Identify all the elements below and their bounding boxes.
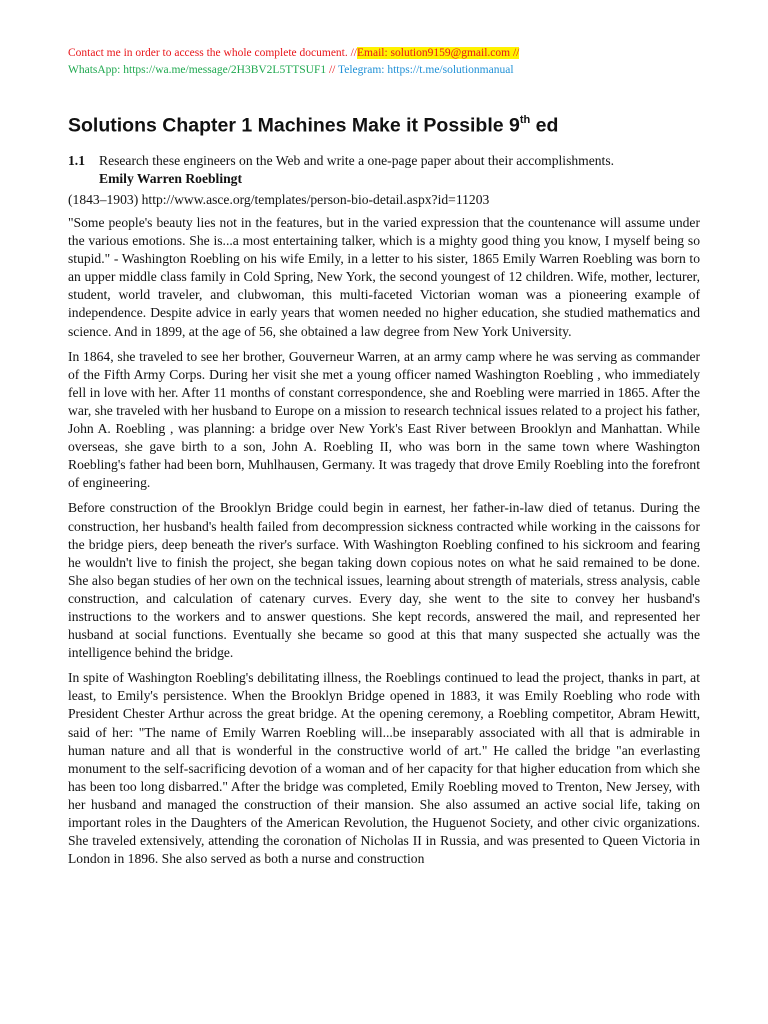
page-title [68, 108, 708, 139]
paragraph: In 1864, she traveled to see her brother, Gouverneur Warren, at an army camp where he was serving as commander of the Fifth Army Corps. During her visit she met a young officer named Washington Roebling , who immediately fell in love with her. After 11 months of constant correspondence, she and Roebling were married in 1865. After the war, she traveled with her husband to Europe on a mission to research technical issues related to a project his father, John A. Roebling , was planning: a bridge over New York's East River between Brooklyn and Manhattan. While overseas, she gave birth to a son, John A. Roebling II, who was born in the same town where Washington Roebling's father had been born, Muhlhausen, Germany. It was tragedy that drove Emily Roebling into the forefront of engineering. [68, 348, 700, 491]
title-suffix: ed [530, 114, 559, 137]
contact-notice: Contact me in order to access the whole complete document. // [68, 47, 358, 59]
contact-telegram[interactable]: Telegram: https://t.me/solutionmanual [338, 64, 514, 76]
contact-whatsapp[interactable]: WhatsApp: https://wa.me/message/2H3BV2L5TTSUF1 [68, 64, 327, 76]
question-row [68, 152, 708, 170]
contact-banner [68, 45, 708, 79]
paragraph: Before construction of the Brooklyn Bridge could begin in earnest, her father-in-law died of tetanus. During the construction, her husband's health failed from decompression sickness contracted while working in the caissons for the bridge piers, deep beneath the river's surface. With Washington Roebling confined to his sickroom and fearing he wouldn't live to finish the project, she began taking down copious notes on what he said remained to be done. She also began studies of her own on the technical issues, learning about strength of materials, stress analysis, cable construction, and calculation of catenary curves. Every day, she went to the site to convey her husband's instructions to the workers and to answer questions. She kept records, answered the mail, and represented her husband at social functions. Eventually she became so good at this that many suspected she actually was the intelligence behind the bridge. [68, 500, 700, 661]
subject-name: Emily Warren Roeblingt [99, 171, 242, 186]
question-number: 1.1 [68, 153, 85, 168]
subject-dates-url: (1843–1903) http://www.asce.org/templates/person-bio-detail.aspx?id=11203 [68, 192, 490, 207]
paragraph: In spite of Washington Roebling's debilitating illness, the Roeblings continued to lead the project, thanks in part, at least, to Emily's persistence. When the Brooklyn Bridge opened in 1883, it was Emily Roebling who rode with President Chester Arthur across the great bridge. At the opening ceremony, a Roebling competitor, Abram Hewitt, said of her: "The name of Emily Warren Roebling will...be inseparably associated with all that is admirable in human nature and all that is wonderful in the constructive world of art." He called the bridge "an everlasting monument to the self-sacrificing devotion of a woman and of her capacity for that higher education from which she has been too long disbarred." After the bridge was completed, Emily Roebling moved to Trenton, New Jersey, with her husband and managed the construction of their mansion. She also assumed an active social life, taking on important roles in the Daughters of the American Revolution, the Huguenot Society, and other civic organizations. She traveled extensively, attending the coronation of Nicholas II in Russia, and was presented to Queen Victoria in London in 1896. She also served as both a nurse and construction [68, 670, 700, 867]
paragraph: "Some people's beauty lies not in the features, but in the varied expression that the countenance will assume under the various emotions. She is...a most entertaining talker, which is a mighty good thing you know, I myself being so stupid." - Washington Roebling on his wife Emily, in a letter to his sister, 1865 Emily Warren Roebling was born to an upper middle class family in Cold Spring, New York, the second youngest of 12 children. Wife, mother, lecturer, student, world traveler, and clubwoman, this multi-faceted Victorian woman was a pioneering example of independence. Despite advice in early years that women needed no higher education, she studied mathematics and science. And in 1899, at the age of 56, she obtained a law degree from New York University. [68, 215, 700, 339]
title-main: Solutions Chapter 1 Machines Make it Possible 9 [68, 114, 520, 137]
contact-separator: // [326, 64, 339, 76]
document-body [68, 214, 700, 875]
title-superscript: th [519, 114, 531, 126]
question-text: Research these engineers on the Web and write a one-page paper about their accomplishments. [99, 153, 615, 168]
contact-email[interactable]: Email: solution9159@gmail.com // [357, 47, 520, 59]
